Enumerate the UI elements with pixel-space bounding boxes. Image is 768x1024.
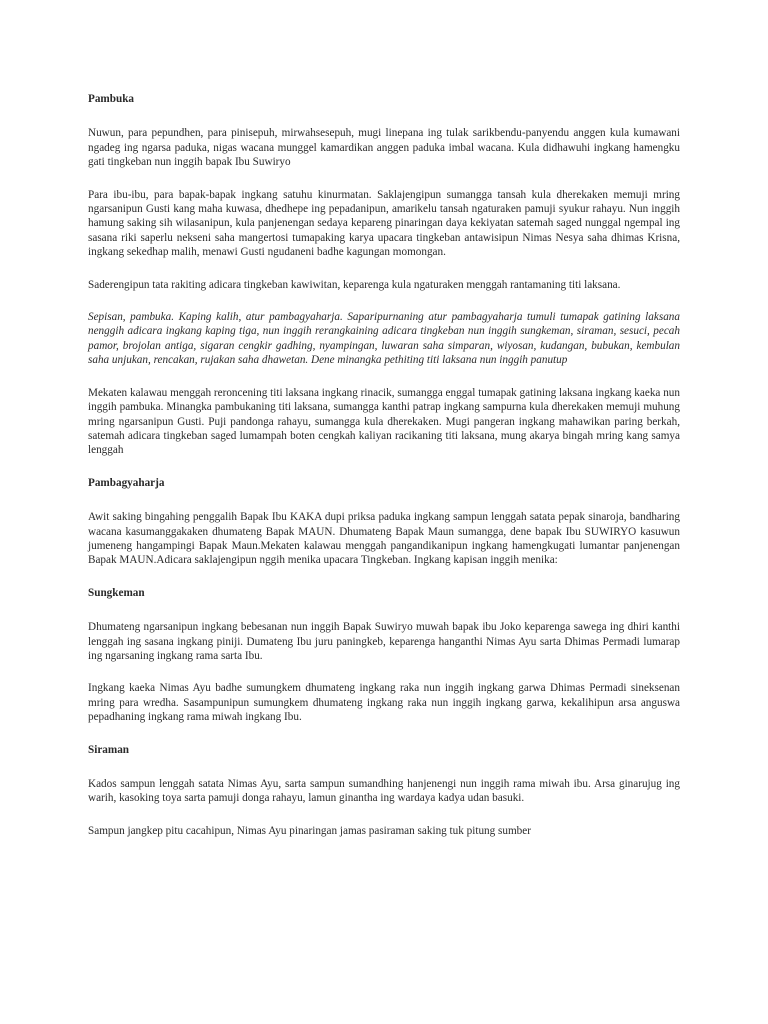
paragraph-siraman-2: Sampun jangkep pitu cacahipun, Nimas Ayu pinaringan jamas pasiraman saking tuk pitung sumber [88, 824, 531, 837]
section-heading-pambuka: Pambuka [88, 93, 135, 105]
paragraph-sungkeman-2: Ingkang kaeka Nimas Ayu badhe sumungkem dhumateng ingkang raka nun inggih ingkang garwa Dhimas Permadi sineksenan mring para wredha. Sasampunipun sumungkem dhumateng ingkang raka nun inggih ingkang garwa, kekalihipun arsa anguswa pepadhaning ingkang rama miwah ingkang Ibu. [88, 682, 680, 724]
section-heading-pambagyaharja: Pambagyaharja [88, 476, 165, 489]
paragraph-salutation: Nuwun, para pepundhen, para pinisepuh, mirwahsesepuh, mugi linepana ing tulak sarikbendu-panyendu anggen kula kumawani ngadeg ing ngarsa paduka, nigas wacana munggel kamardikan anggen paduka imbal wacana. Kula didhawuhi ingkang hamengku gati tingkeban nun inggih bapak Ibu Suwiryo [88, 127, 680, 169]
document-page [88, 92, 680, 854]
paragraph-welcome: Awit saking bingahing penggalih Bapak Ibu KAKA dupi priksa paduka ingkang sampun lenggah satata pepak sinaroja, bandharing wacana kasumanggakaken dhumateng Bapak MAUN. Dhumateng Bapak Maun sumangga, dene bapak Ibu SUWIRYO kasuwun jumeneng hangampingi Bapak Maun.Mekaten kalawau menggah pangandikanipun ingkang hamengkugati lumantar panjenengan Bapak MAUN.Adicara saklajengipun nggih menika upacara Tingkeban. Ingkang kapisan inggih menika: [88, 511, 680, 567]
paragraph-order-list: Sepisan, pambuka. Kaping kalih, atur pambagyaharja. Saparipurnaning atur pambagyaharja tumuli tumapak gatining laksana nenggih adicara ingkang kaping tiga, nun inggih rerangkaining adicara tingkeban nun inggih sungkeman, siraman, sesuci, pecah pamor, brojolan antiga, sigaran cengkir gadhing, nyampingan, luwaran saha simparan, wiyosan, kudangan, bubukan, kembulan saha unjukan, rencakan, rujakan saha dhawetan. Dene minangka pethiting titi laksana nun inggih panutup [88, 311, 680, 367]
section-heading-sungkeman: Sungkeman [88, 586, 145, 599]
paragraph-sungkeman-1: Dhumateng ngarsanipun ingkang bebesanan nun inggih Bapak Suwiryo muwah bapak ibu Joko keparenga sawega ing dhiri kanthi lenggah ing sasana ingkang piniji. Dumateng Ibu juru paningkeb, keparenga hanganthi Nimas Ayu sarta Dhimas Permadi lumarap ing ngarsaning ingkang rama sarta Ibu. [88, 621, 680, 662]
section-heading-siraman: Siraman [88, 743, 130, 756]
paragraph-order-intro: Saderengipun tata rakiting adicara tingkeban kawiwitan, keparenga kula ngaturaken menggah rantamaning titi laksana. [88, 278, 621, 291]
paragraph-greeting: Para ibu-ibu, para bapak-bapak ingkang satuhu kinurmatan. Saklajengipun sumangga tansah kula dherekaken memuji mring ngarsanipun Gusti kang maha kuwasa, dhedhepe ing pepadanipun, amarikelu tansah ngaturaken pamuji syukur rahayu. Nun inggih hamung saking sih wilasanipun, kula panjenengan sedaya kepareng pinaringan daya kekiyatan satemah saged nunggal ngempal ing sasana riki saperlu nekseni saha mangertosi tumapaking karya upacara tingkeban antawisipun Nimas Nesya saha dhimas Krisna, ingkang sekedhap malih, menawi Gusti ngudaneni badhe kagungan momongan. [88, 188, 680, 259]
paragraph-opening-prayer: Mekaten kalawau menggah reroncening titi laksana ingkang rinacik, sumangga enggal tumapak gatining laksana ingkang kaeka nun inggih pambuka. Minangka pambukaning titi laksana, sumangga kanthi patrap ingkang sampurna kula dherekaken memuji muhung mring ngarsanipun Gusti. Puji pandonga rahayu, sumangga kula dherekaken. Mugi pangeran ingkang mahawikan paring berkah, satemah adicara tingkeban saged lumampah boten cengkah kaliyan racikaning titi laksana, mung akarya bingah mring kang samya lenggah [88, 386, 680, 457]
paragraph-siraman-1: Kados sampun lenggah satata Nimas Ayu, sarta sampun sumandhing hanjenengi nun inggih rama miwah ibu. Arsa ginarujug ing warih, kasoking toya sarta pamuji donga rahayu, lamun ginantha ing wardaya kadya udan basuki. [88, 778, 680, 805]
